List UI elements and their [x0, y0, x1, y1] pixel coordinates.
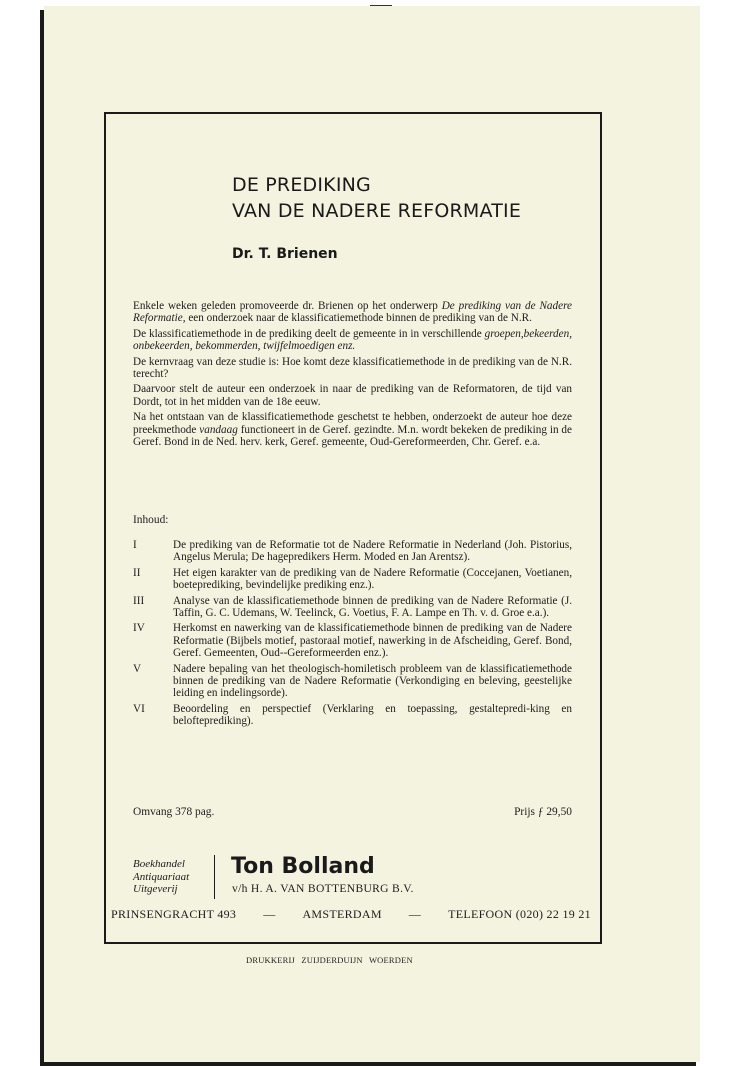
- intro-paragraph: Daarvoor stelt de auteur een onderzoek in naar de prediking van de Reformatoren, de tijd van Dordt, tot in het midden van de 18e eeuw.: [133, 383, 572, 408]
- toc-text: Nadere bepaling van het theologisch-homiletisch probleem van de klassificatiemethode binnen de prediking van de Nadere Reformatie (Verkondiging en beleving, geestelijke leiding en indelingsorde).: [173, 662, 572, 700]
- toc-text: Analyse van de klassificatiemethode binnen de prediking van de Nadere Reformatie (J. Taffin, G. C. Udemans, W. Teelinck, G. Voetius, F. A. Lampe en Th. v. d. Groe e.a.).: [173, 594, 572, 620]
- shop-types: [133, 858, 189, 896]
- price: Prijs ƒ 29,50: [514, 806, 572, 818]
- contents-heading: Inhoud:: [133, 514, 169, 526]
- printer-credit: DRUKKERIJ ZUIJDERDUIJN WOERDEN: [246, 955, 413, 965]
- city: AMSTERDAM: [302, 907, 382, 921]
- separator: —: [263, 907, 276, 921]
- book-title: [232, 172, 521, 224]
- shop-type: Uitgeverij: [133, 883, 178, 895]
- toc-item: [133, 622, 572, 659]
- title-line-1: DE PREDIKING: [232, 174, 371, 196]
- shop-former-name: v/h H. A. VAN BOTTENBURG B.V.: [232, 882, 414, 895]
- intro-paragraph: De klassificatiemethode in de prediking deelt de gemeente in in verschillende groepen,bekeerden, onbekeerden, bekommerden, twijfelmoedigen enz.: [133, 327, 572, 353]
- intro-paragraph: De kernvraag van deze studie is: Hoe komt deze klassificatiemethode in de prediking van de N.R. terecht?: [133, 355, 572, 381]
- toc-item: [133, 663, 572, 700]
- street: PRINSENGRACHT 493: [111, 907, 237, 921]
- toc-text: Herkomst en nawerking van de klassificatiemethode binnen de prediking van de Nadere Reformatie (Bijbels motief, pastoraal motief, nawerking in de Afscheiding, Geref. Bond, Geref. Gemeenten, Oud--Gereformeerden enz.).: [173, 622, 572, 660]
- page-count: Omvang 378 pag.: [133, 806, 215, 818]
- advertisement-frame: [104, 112, 602, 944]
- toc-text: Beoordeling en perspectief (Verklaring en toepassing, gestaltepredi-king en belofteprediking).: [173, 702, 572, 728]
- toc-number: II: [133, 566, 141, 579]
- intro-text: [133, 300, 572, 451]
- intro-paragraph: Enkele weken geleden promoveerde dr. Brienen op het onderwerp De prediking van de Nadere Reformatie, een onderzoek naar de klassificatiemethode binnen de prediking van de N.R.: [133, 300, 572, 325]
- table-of-contents: [133, 539, 572, 731]
- toc-text: Het eigen karakter van de prediking van de Nadere Reformatie (Coccejanen, Voetianen, boeteprediking, bevindelijke prediking enz.).: [173, 566, 572, 592]
- title-line-2: VAN DE NADERE REFORMATIE: [232, 200, 522, 222]
- toc-number: VI: [133, 702, 145, 715]
- shop-type: Antiquariaat: [133, 870, 190, 883]
- toc-item: [133, 703, 572, 728]
- toc-item: [133, 567, 572, 592]
- toc-text: De prediking van de Reformatie tot de Nadere Reformatie in Nederland (Joh. Pistorius, Angelus Merula; De hagepredikers Herm. Moded en Jan Arentsz).: [173, 539, 572, 564]
- toc-number: I: [133, 539, 137, 551]
- toc-item: [133, 539, 572, 564]
- shop-name: Ton Bolland: [231, 854, 375, 879]
- divider: [214, 855, 215, 899]
- toc-item: [133, 595, 572, 620]
- address-line: [111, 907, 591, 922]
- separator: —: [408, 907, 422, 921]
- shop-type: Boekhandel: [133, 858, 185, 870]
- toc-number: V: [133, 662, 142, 675]
- toc-number: IV: [133, 622, 145, 635]
- author-name: Dr. T. Brienen: [232, 246, 338, 262]
- toc-number: III: [133, 594, 145, 607]
- phone: TELEFOON (020) 22 19 21: [448, 907, 591, 921]
- intro-paragraph: Na het ontstaan van de klassificatiemethode geschetst te hebben, onderzoekt de auteur hoe deze preekmethode vandaag functioneert in de Geref. gezindte. M.n. wordt bekeken de prediking in de Geref. Bond in de Ned. herv. kerk, Geref. gemeente, Oud-Gereformeerden, Chr. Geref. e.a.: [133, 411, 572, 449]
